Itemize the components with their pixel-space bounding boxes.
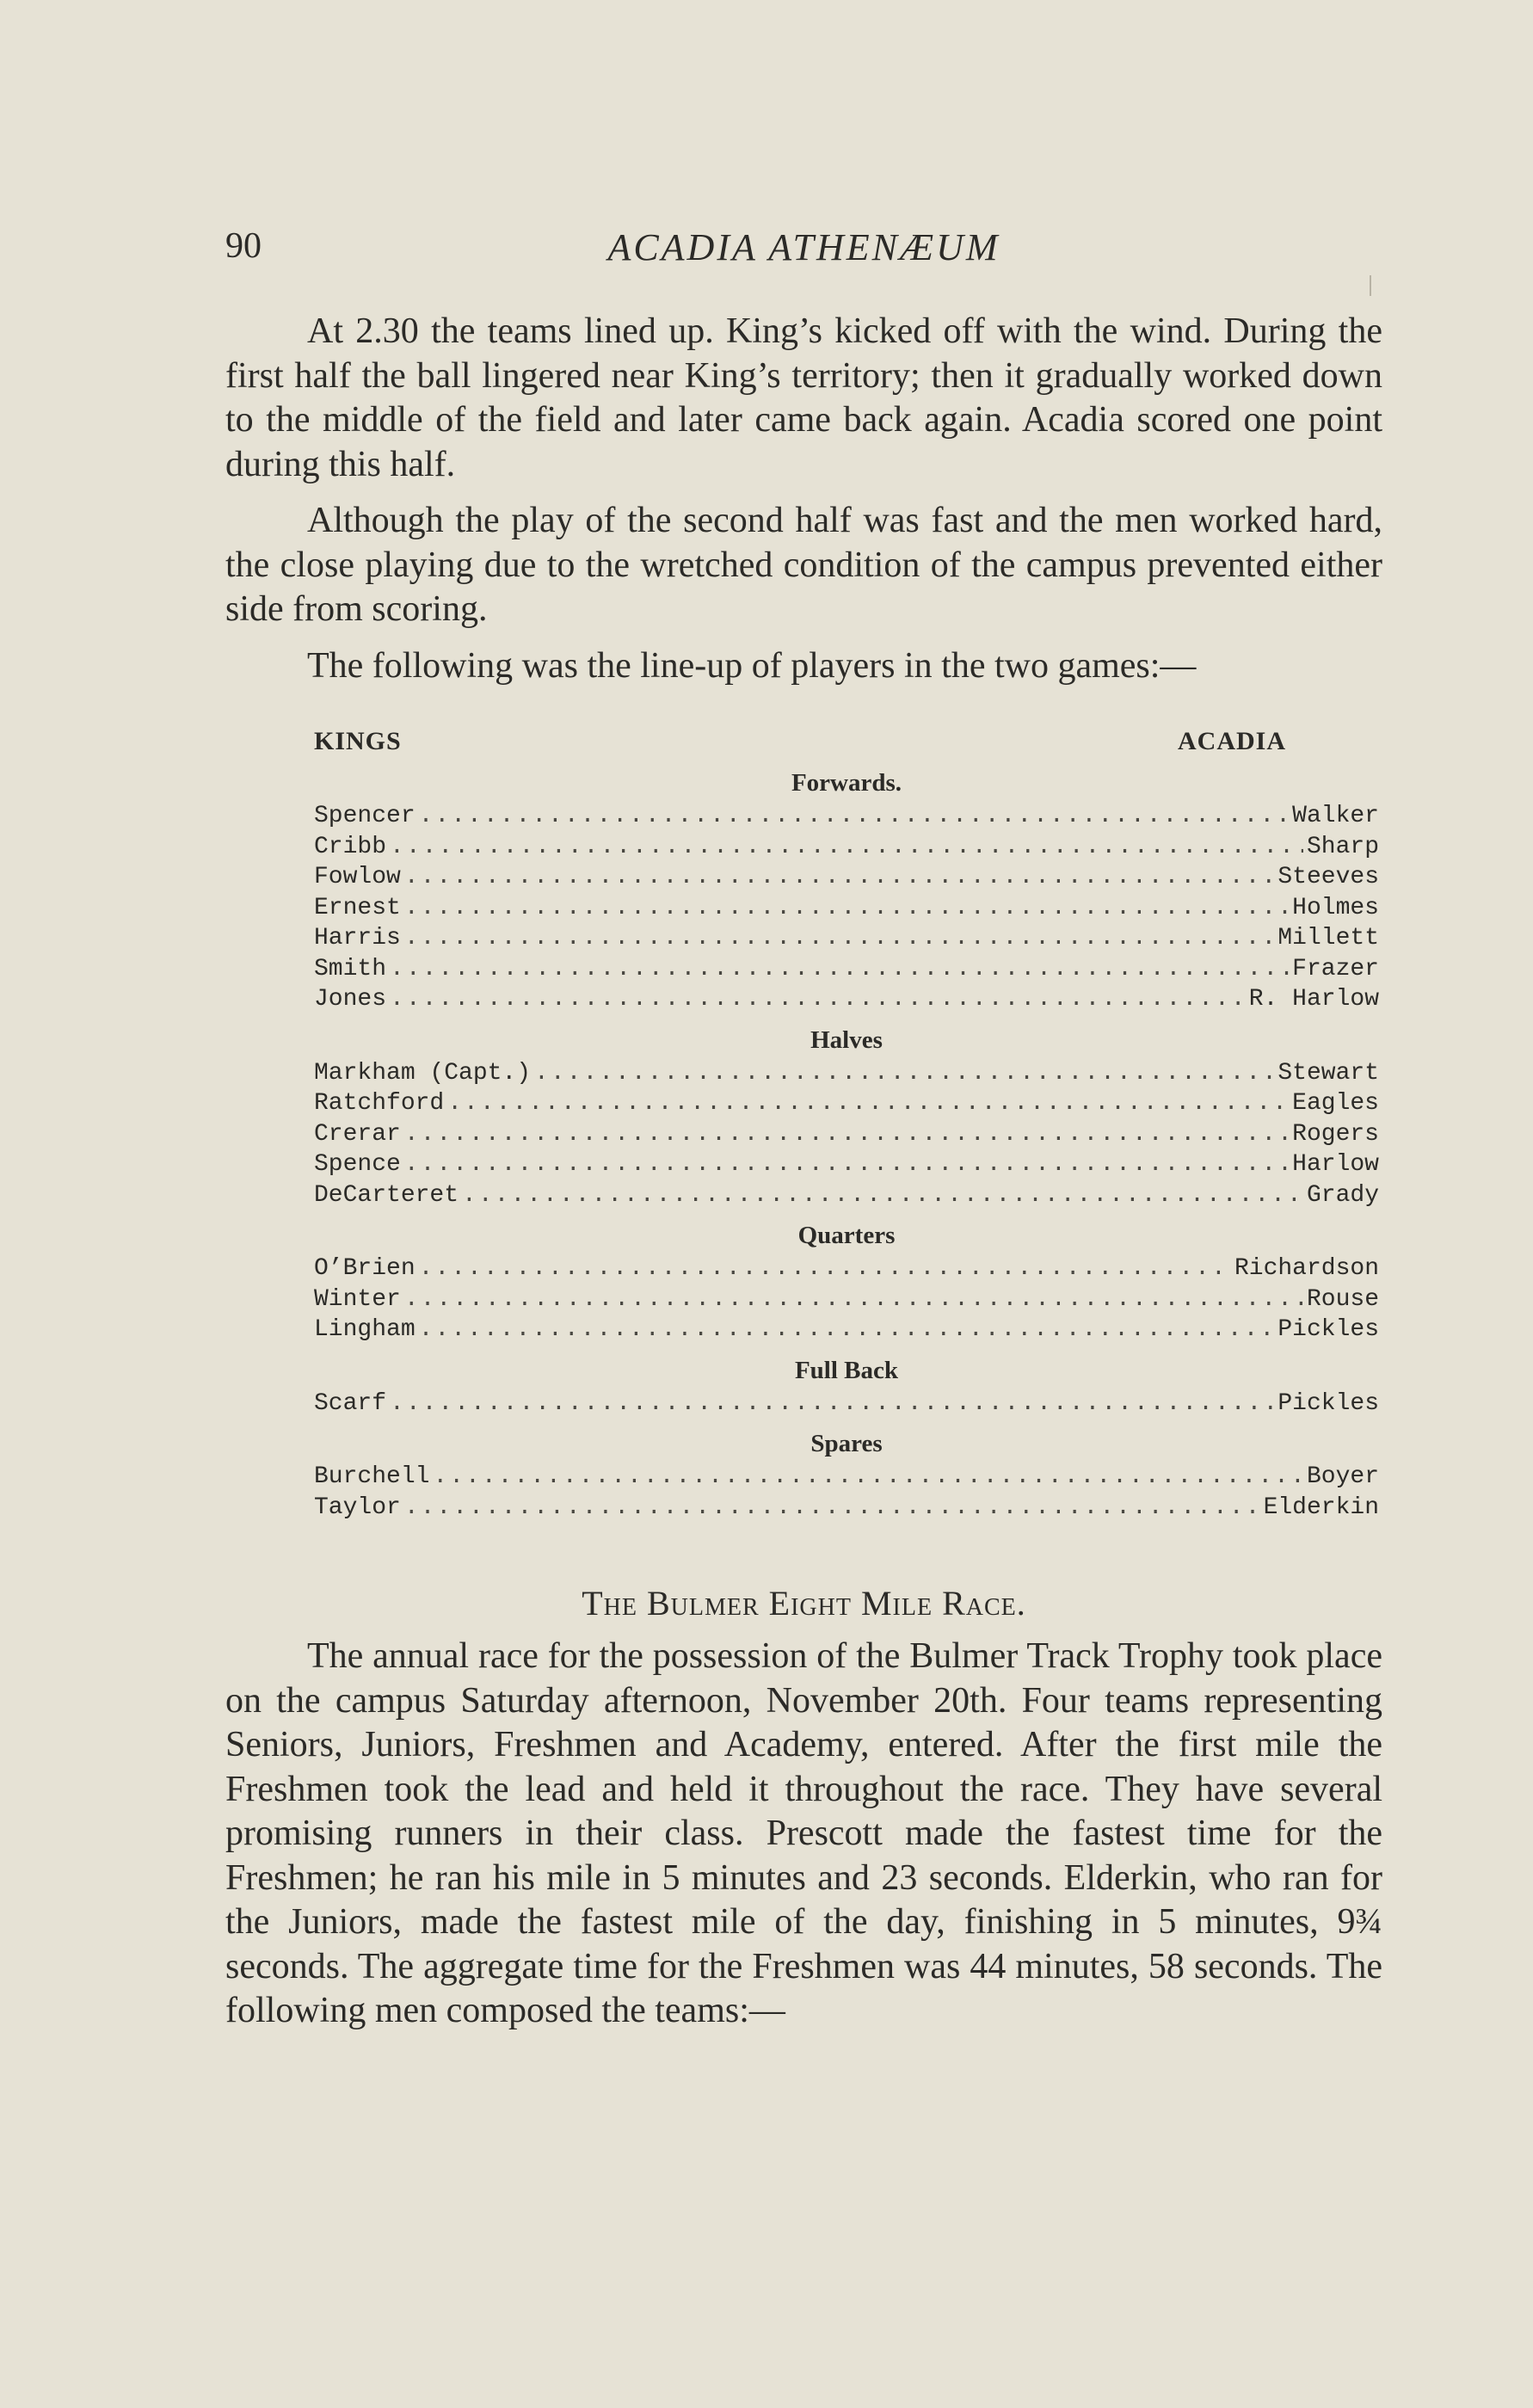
dot-leader bbox=[390, 984, 1246, 1015]
acadia-player: Grady bbox=[1306, 1181, 1379, 1209]
kings-player: Lingham bbox=[314, 1316, 416, 1343]
dot-leader bbox=[419, 1315, 1275, 1346]
dot-leader bbox=[390, 954, 1289, 985]
acadia-player: Pickles bbox=[1278, 1316, 1379, 1343]
running-title: ACADIA ATHENÆUM bbox=[607, 226, 1000, 268]
lineup-row bbox=[314, 832, 1379, 863]
race-text bbox=[225, 1635, 1382, 2034]
dot-leader bbox=[447, 1088, 1289, 1119]
lineup-row bbox=[314, 1180, 1379, 1211]
acadia-player: Eagles bbox=[1292, 1090, 1379, 1117]
acadia-player: Elderkin bbox=[1263, 1493, 1379, 1521]
intro-text bbox=[225, 310, 1382, 688]
kings-player: Harris bbox=[314, 925, 401, 951]
paper-mark bbox=[1370, 275, 1378, 296]
lineup-row bbox=[314, 1088, 1379, 1119]
section-title: Full Back bbox=[794, 1356, 899, 1384]
kings-player: Markham (Capt.) bbox=[314, 1059, 532, 1087]
kings-player: Spence bbox=[314, 1151, 401, 1178]
dot-leader bbox=[419, 801, 1290, 832]
kings-player: DeCarteret bbox=[314, 1181, 459, 1209]
dot-leader bbox=[404, 1119, 1289, 1150]
acadia-player: Frazer bbox=[1292, 955, 1379, 982]
paragraph: The following was the line-up of players in the two games:— bbox=[307, 645, 1197, 686]
acadia-player: Richardson bbox=[1234, 1255, 1379, 1282]
section-title: Forwards. bbox=[791, 769, 902, 797]
kings-player: Burchell bbox=[314, 1463, 430, 1490]
lineup-row bbox=[314, 923, 1379, 954]
kings-player: Ratchford bbox=[314, 1090, 445, 1117]
lineup-row bbox=[314, 1058, 1379, 1089]
dot-leader bbox=[404, 893, 1289, 924]
kings-player: Ernest bbox=[314, 894, 401, 921]
lineup-row bbox=[314, 1149, 1379, 1180]
paragraph: At 2.30 the teams lined up. King’s kicked off with the wind. During the first half the ball lingered near King’s territory; then it gradually worked down to the middle of the field and later came back again. Acadia scored one point during this half. bbox=[225, 311, 1382, 484]
kings-player: Cribb bbox=[314, 833, 387, 860]
section-title: Quarters bbox=[797, 1222, 896, 1249]
acadia-player: Holmes bbox=[1292, 894, 1379, 921]
paragraph: The annual race for the possession of the Bulmer Track Trophy took place on the campus Saturday afternoon, November 20th. Four teams representing Seniors, Juniors, Freshmen and Academy, entered. After the first mile the Freshmen took the lead and held it throughout the race. They have several promising runners in their class. Prescott made the fastest time for the Freshmen; he ran his mile in 5 minutes and 23 seconds. Elderkin, who ran for the Juniors, made the fastest mile of the day, finishing in 5 minutes, 9¾ seconds. The aggregate time for the Freshmen was 44 minutes, 58 seconds. The following men composed the teams:— bbox=[225, 1636, 1382, 2030]
lineup-row bbox=[314, 862, 1379, 893]
dot-leader bbox=[419, 1253, 1231, 1284]
lineup-section-quarters bbox=[314, 1217, 1379, 1346]
kings-player: O’Brien bbox=[314, 1255, 416, 1282]
team-kings-header: KINGS bbox=[314, 727, 402, 755]
kings-player: Taylor bbox=[314, 1493, 401, 1521]
kings-player: Spencer bbox=[314, 803, 416, 829]
lineup-table bbox=[314, 727, 1379, 1526]
lineup-row bbox=[314, 893, 1379, 924]
lineup-row bbox=[314, 1493, 1379, 1524]
lineup-row bbox=[314, 954, 1379, 985]
acadia-player: Stewart bbox=[1278, 1059, 1379, 1087]
dot-leader bbox=[404, 1149, 1289, 1180]
kings-player: Jones bbox=[314, 986, 387, 1013]
kings-player: Winter bbox=[314, 1285, 401, 1313]
acadia-player: Boyer bbox=[1306, 1463, 1379, 1490]
lineup-row bbox=[314, 1253, 1379, 1284]
dot-leader bbox=[390, 832, 1303, 863]
lineup-row bbox=[314, 1389, 1379, 1420]
dot-leader bbox=[390, 1389, 1274, 1420]
page-number: 90 bbox=[225, 226, 262, 266]
lineup-row bbox=[314, 801, 1379, 832]
acadia-player: Pickles bbox=[1278, 1389, 1379, 1417]
dot-leader bbox=[462, 1180, 1303, 1211]
team-headers bbox=[314, 727, 1379, 765]
kings-player: Smith bbox=[314, 955, 387, 982]
lineup-section-full-back bbox=[314, 1352, 1379, 1420]
lineup-section-spares bbox=[314, 1426, 1379, 1523]
acadia-player: Millett bbox=[1278, 925, 1379, 951]
acadia-player: Rouse bbox=[1306, 1285, 1379, 1313]
dot-leader bbox=[404, 923, 1275, 954]
kings-player: Fowlow bbox=[314, 864, 401, 890]
lineup-row bbox=[314, 1284, 1379, 1315]
dot-leader bbox=[433, 1462, 1303, 1493]
acadia-player: Walker bbox=[1292, 803, 1379, 829]
team-acadia-header: ACADIA bbox=[1178, 727, 1286, 755]
dot-leader bbox=[404, 1284, 1303, 1315]
paragraph: Although the play of the second half was fast and the men worked hard, the close playing due to the wretched condition of the campus prevented either side from scoring. bbox=[225, 501, 1382, 629]
dot-leader bbox=[534, 1058, 1274, 1089]
lineup-row bbox=[314, 1119, 1379, 1150]
kings-player: Scarf bbox=[314, 1389, 387, 1417]
page-header bbox=[225, 225, 1382, 277]
lineup-section-halves bbox=[314, 1022, 1379, 1211]
acadia-player: Rogers bbox=[1292, 1120, 1379, 1148]
section-heading: The Bulmer Eight Mile Race. bbox=[582, 1584, 1026, 1623]
kings-player: Crerar bbox=[314, 1120, 401, 1148]
acadia-player: Harlow bbox=[1292, 1151, 1379, 1178]
lineup-row bbox=[314, 1315, 1379, 1346]
lineup-section-forwards bbox=[314, 765, 1379, 1015]
dot-leader bbox=[404, 1493, 1260, 1524]
acadia-player: Sharp bbox=[1306, 833, 1379, 860]
acadia-player: R. Harlow bbox=[1248, 986, 1379, 1013]
dot-leader bbox=[404, 862, 1275, 893]
lineup-row bbox=[314, 984, 1379, 1015]
lineup-row bbox=[314, 1462, 1379, 1493]
acadia-player: Steeves bbox=[1278, 864, 1379, 890]
section-title: Spares bbox=[810, 1430, 883, 1457]
section-title: Halves bbox=[810, 1025, 883, 1054]
